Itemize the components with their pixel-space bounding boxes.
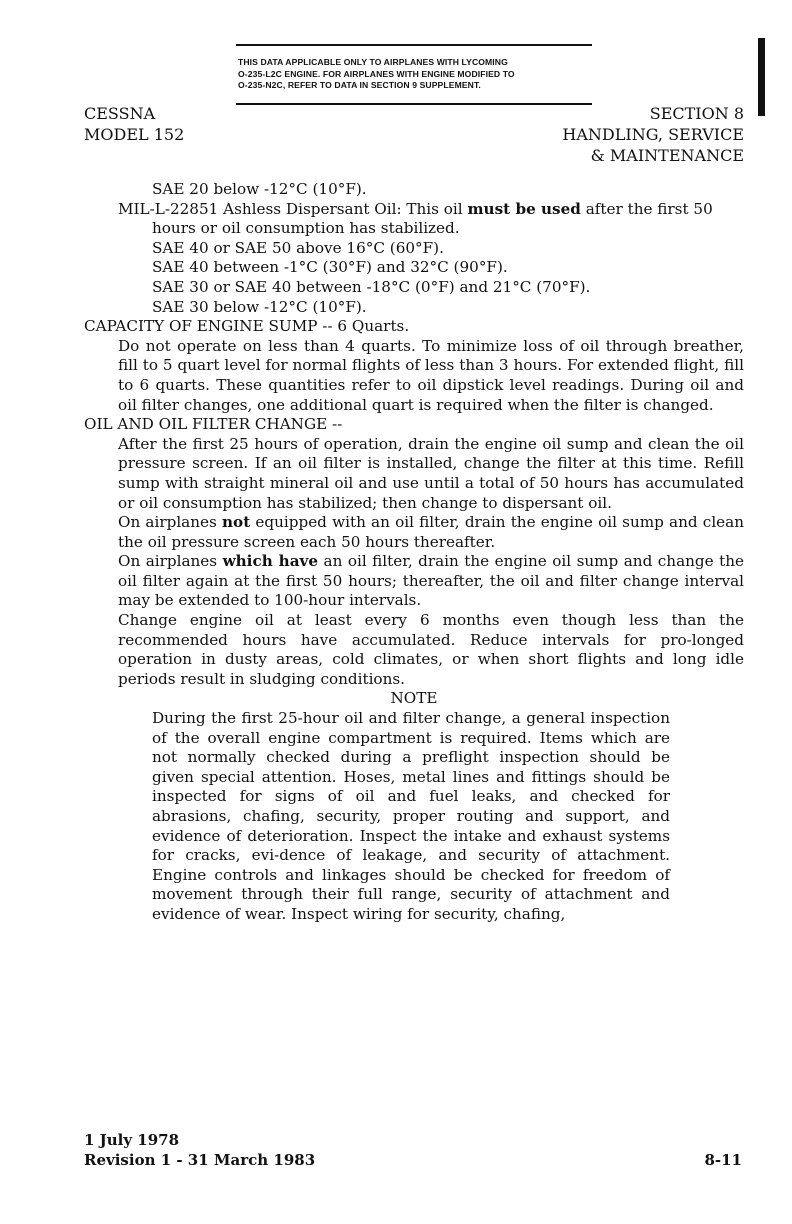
oil-filter-paragraph-2 (84, 513, 744, 552)
p2-text: On airplanes (118, 513, 223, 532)
banner-line: THIS DATA APPLICABLE ONLY TO AIRPLANES WITH LYCOMING (238, 57, 508, 67)
page-content (84, 180, 744, 925)
mil-spec-text-end: after the first 50 hours or oil consumption has stabilized. (152, 199, 713, 238)
oil-grade: SAE 30 below -12°C (10°F). (152, 297, 367, 316)
mil-spec-text: MIL-L-22851 Ashless Dispersant Oil: This oil (118, 199, 468, 218)
footer-dates (84, 1130, 315, 1170)
header-model: MODEL 152 (84, 125, 185, 144)
oil-filter-paragraph-1: After the first 25 hours of operation, drain the engine oil sump and clean the oil pressure screen. If an oil filter is installed, change the filter at this time. Refill sump with straight mineral oil and use until a total of 50 hours has accumulated or oil consumption has stabilized; then change to dispersant oil. (118, 434, 744, 512)
header-manufacturer: CESSNA (84, 104, 156, 123)
p3-text-end: an oil filter, drain the engine oil sump and change the oil filter again at the first 50 hours; thereafter, the oil and filter change interval may be extended to 100-hour intervals. (118, 552, 744, 610)
p3-emphasis: which have (222, 552, 319, 571)
oil-filter-paragraph-4: Change engine oil at least every 6 months even though less than the recommended hours have accumulated. Reduce intervals for pro-longed operation in dusty areas, cold climates, or when short flights and long idle periods result in sludging conditions. (118, 611, 744, 688)
revision-change-bar (758, 38, 765, 116)
oil-grade: SAE 40 or SAE 50 above 16°C (60°F). (152, 238, 444, 257)
banner-line: O-235-L2C ENGINE. FOR AIRPLANES WITH ENGINE MODIFIED TO (238, 68, 515, 79)
header-section-title-1: HANDLING, SERVICE (562, 125, 744, 144)
oil-grade-sae20: SAE 20 below -12°C (10°F). (152, 180, 367, 198)
footer-revision: Revision 1 - 31 March 1983 (84, 1151, 316, 1169)
note-title: NOTE (390, 689, 438, 708)
footer-date: 1 July 1978 (84, 1131, 180, 1149)
note-body: During the first 25-hour oil and filter change, a general inspection of the overall engine compartment is required. Items which are not normally checked during a preflight inspection should be given special attention. Hoses, metal lines and fittings should be inspected for signs of oil and fuel leaks, and checked for abrasions, chafing, security, proper routing and support, and evidence of deterioration. Inspect the intake and exhaust systems for cracks, evi-dence of leakage, and security of attachment. Engine controls and linkages should be checked for freedom of movement through their full range, security of attachment and evidence of wear. Inspect wiring for security, chafing, (152, 709, 670, 923)
oil-grade: SAE 40 between -1°C (30°F) and 32°C (90°F). (152, 258, 508, 277)
header-left (84, 103, 184, 145)
mil-spec-emphasis: must be used (467, 199, 581, 218)
capacity-heading: CAPACITY OF ENGINE SUMP -- 6 Quarts. (84, 317, 410, 336)
mil-spec-paragraph (84, 200, 744, 239)
applicability-banner (238, 57, 598, 92)
banner-top-rule (236, 44, 592, 46)
p3-text: On airplanes (118, 552, 223, 571)
oil-filter-heading: OIL AND OIL FILTER CHANGE -- (84, 415, 343, 434)
oil-filter-paragraph-3 (84, 552, 744, 611)
header-section: SECTION 8 (649, 104, 744, 123)
page-number: 8-11 (704, 1151, 742, 1169)
oil-grade: SAE 30 or SAE 40 between -18°C (0°F) and 21°C (70°F). (152, 277, 591, 296)
header-right (562, 103, 744, 166)
banner-bottom-rule (236, 103, 592, 105)
p2-emphasis: not (222, 513, 251, 532)
capacity-body: Do not operate on less than 4 quarts. To minimize loss of oil through breather, fill to 5 quart level for normal flights of less than 3 hours. For extended flight, fill to 6 quarts. These quantities refer to oil dipstick level readings. During oil and oil filter changes, one additional quart is required when the filter is changed. (118, 336, 744, 414)
banner-line: O-235-N2C, REFER TO DATA IN SECTION 9 SUPPLEMENT. (238, 80, 481, 90)
p2-text-end: equipped with an oil filter, drain the engine oil sump and clean the oil pressure screen each 50 hours thereafter. (118, 513, 744, 551)
header-section-title-2: & MAINTENANCE (590, 146, 744, 165)
